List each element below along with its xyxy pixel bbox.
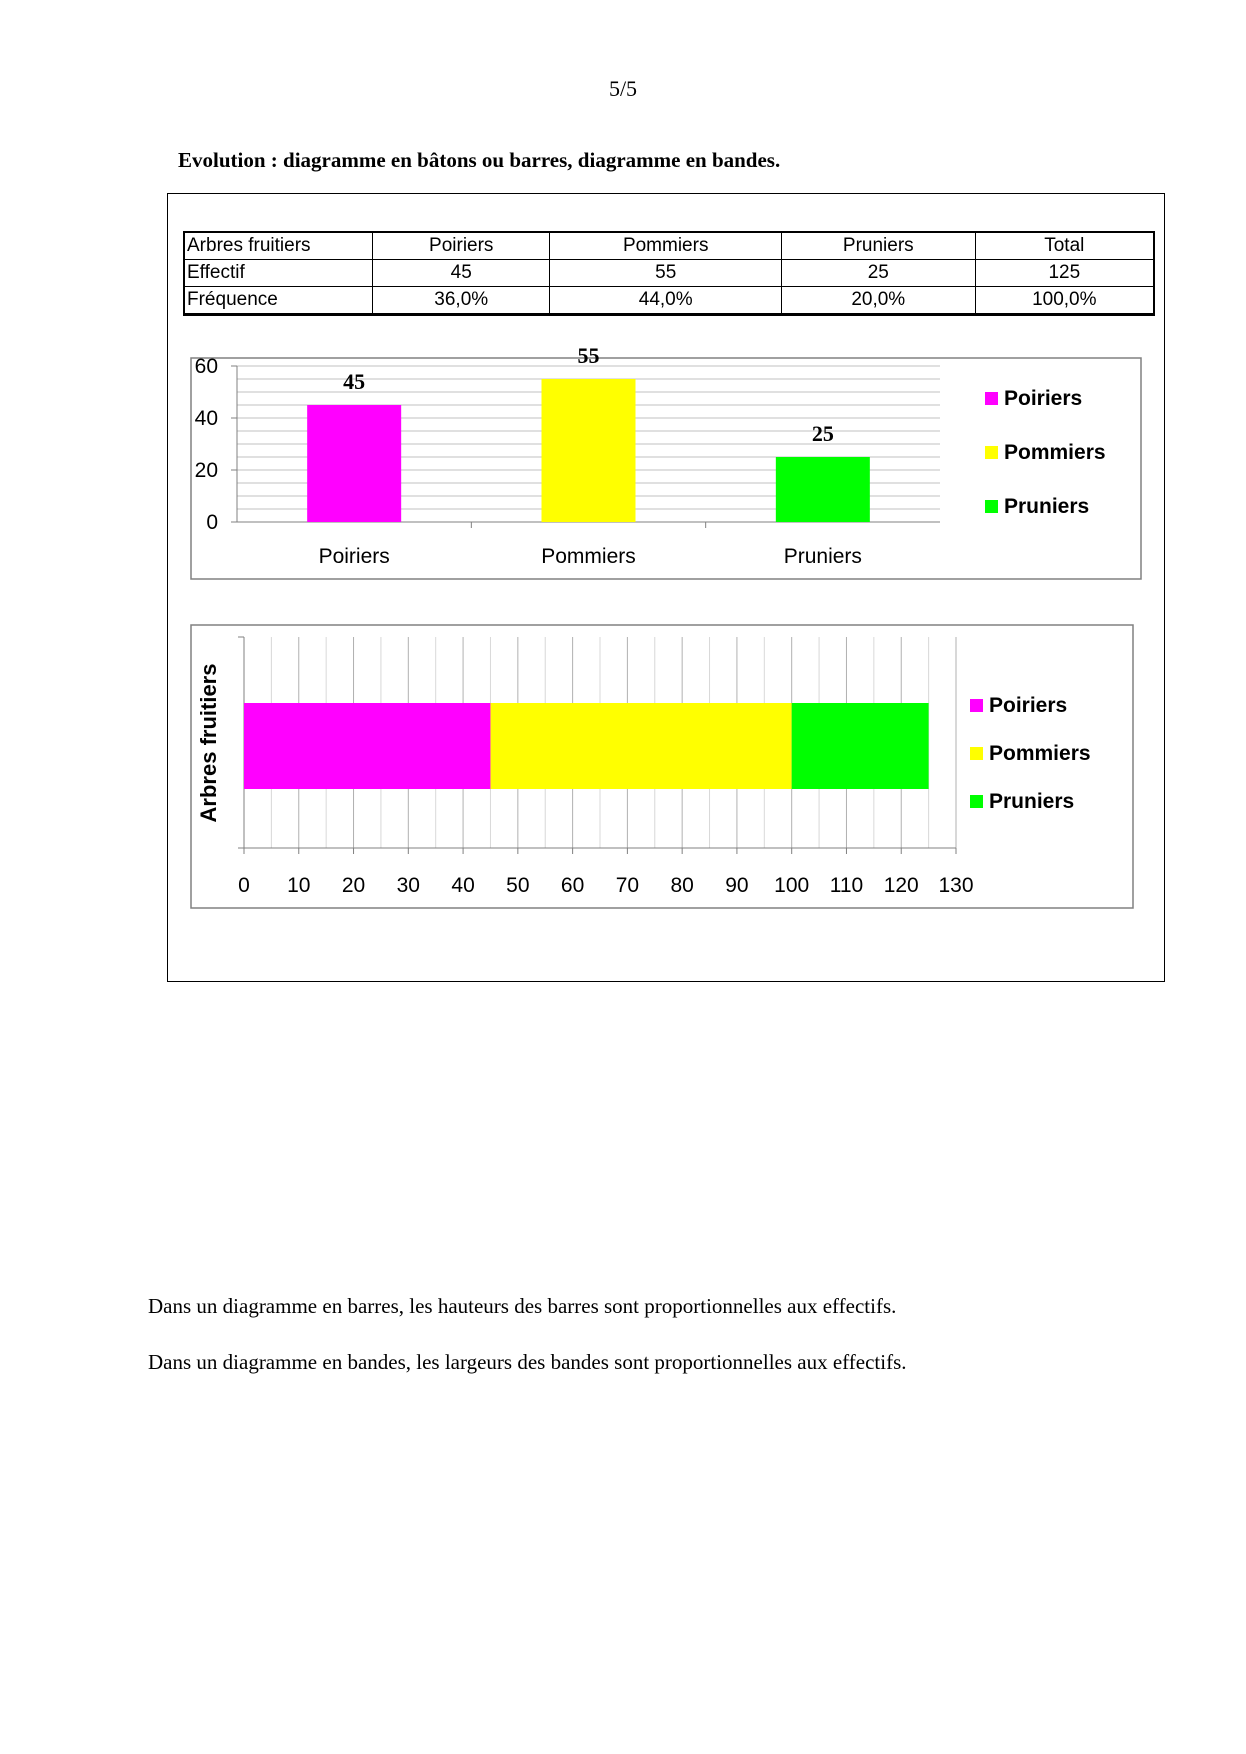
table-cell: 25	[781, 260, 975, 287]
x-tick-label: 40	[451, 874, 475, 897]
legend-label: Poiriers	[989, 694, 1068, 717]
legend-label: Pommiers	[1004, 441, 1106, 464]
bar-data-label: 25	[811, 421, 834, 446]
bar-data-label: 45	[343, 369, 366, 394]
paragraph-bandes: Dans un diagramme en bandes, les largeurs des bandes sont proportionnelles aux effectifs.	[148, 1350, 907, 1374]
x-tick-label: 10	[287, 874, 311, 897]
table-cell: Total	[975, 232, 1154, 260]
x-tick-label: 60	[560, 874, 585, 897]
y-tick-label: 40	[194, 407, 218, 430]
y-tick-label: 60	[194, 355, 218, 378]
y-tick-label: 20	[194, 459, 218, 482]
table-cell: 45	[373, 260, 550, 287]
table-cell: 20,0%	[781, 287, 975, 315]
x-tick-label: 30	[396, 874, 420, 897]
x-category-label: Pruniers	[783, 545, 862, 568]
table-cell: Pommiers	[550, 232, 781, 260]
bar-pruniers	[776, 457, 870, 522]
page-number: 5/5	[608, 76, 638, 101]
table-cell: 125	[975, 260, 1154, 287]
table-cell: Arbres fruitiers	[184, 232, 373, 260]
x-tick-label: 120	[883, 874, 919, 897]
paragraph-barres: Dans un diagramme en barres, les hauteurs des barres sont proportionnelles aux effectifs.	[148, 1294, 897, 1318]
bar-poiriers	[307, 405, 401, 522]
table-cell: Fréquence	[184, 287, 373, 315]
bar-data-label: 55	[577, 343, 600, 368]
x-tick-label: 100	[774, 874, 810, 897]
legend-label: Poiriers	[1004, 387, 1083, 410]
x-tick-label: 70	[615, 874, 640, 897]
legend-swatch-pruniers	[970, 795, 983, 808]
legend-swatch-pruniers	[985, 500, 998, 513]
x-category-label: Pommiers	[541, 545, 636, 568]
table-cell: 36,0%	[373, 287, 550, 315]
x-tick-label: 0	[238, 874, 250, 897]
table-cell: 100,0%	[975, 287, 1154, 315]
table-cell: Poiriers	[373, 232, 550, 260]
x-tick-label: 130	[938, 874, 974, 897]
legend-swatch-pommiers	[985, 446, 998, 459]
legend-label: Pommiers	[989, 742, 1091, 765]
x-tick-label: 80	[670, 874, 694, 897]
band-segment-pruniers	[792, 703, 929, 789]
x-tick-label: 20	[341, 874, 366, 897]
table-cell: Effectif	[184, 260, 373, 287]
band-segment-pommiers	[490, 703, 791, 789]
section-heading: Evolution : diagramme en bâtons ou barres, diagramme en bandes.	[178, 148, 781, 172]
legend-swatch-poiriers	[985, 392, 998, 405]
bar-pommiers	[542, 379, 636, 522]
table-cell: 44,0%	[550, 287, 781, 315]
legend-label: Pruniers	[1004, 495, 1090, 518]
y-axis-title: Arbres fruitiers	[196, 663, 221, 823]
table-cell: Pruniers	[781, 232, 975, 260]
y-tick-label: 0	[206, 511, 218, 534]
table-cell: 55	[550, 260, 781, 287]
x-tick-label: 50	[506, 874, 530, 897]
legend-label: Pruniers	[989, 790, 1075, 813]
x-tick-label: 90	[725, 874, 749, 897]
legend-swatch-poiriers	[970, 699, 983, 712]
x-category-label: Poiriers	[318, 545, 390, 568]
band-segment-poiriers	[244, 703, 490, 789]
x-tick-label: 110	[829, 874, 864, 897]
legend-swatch-pommiers	[970, 747, 983, 760]
